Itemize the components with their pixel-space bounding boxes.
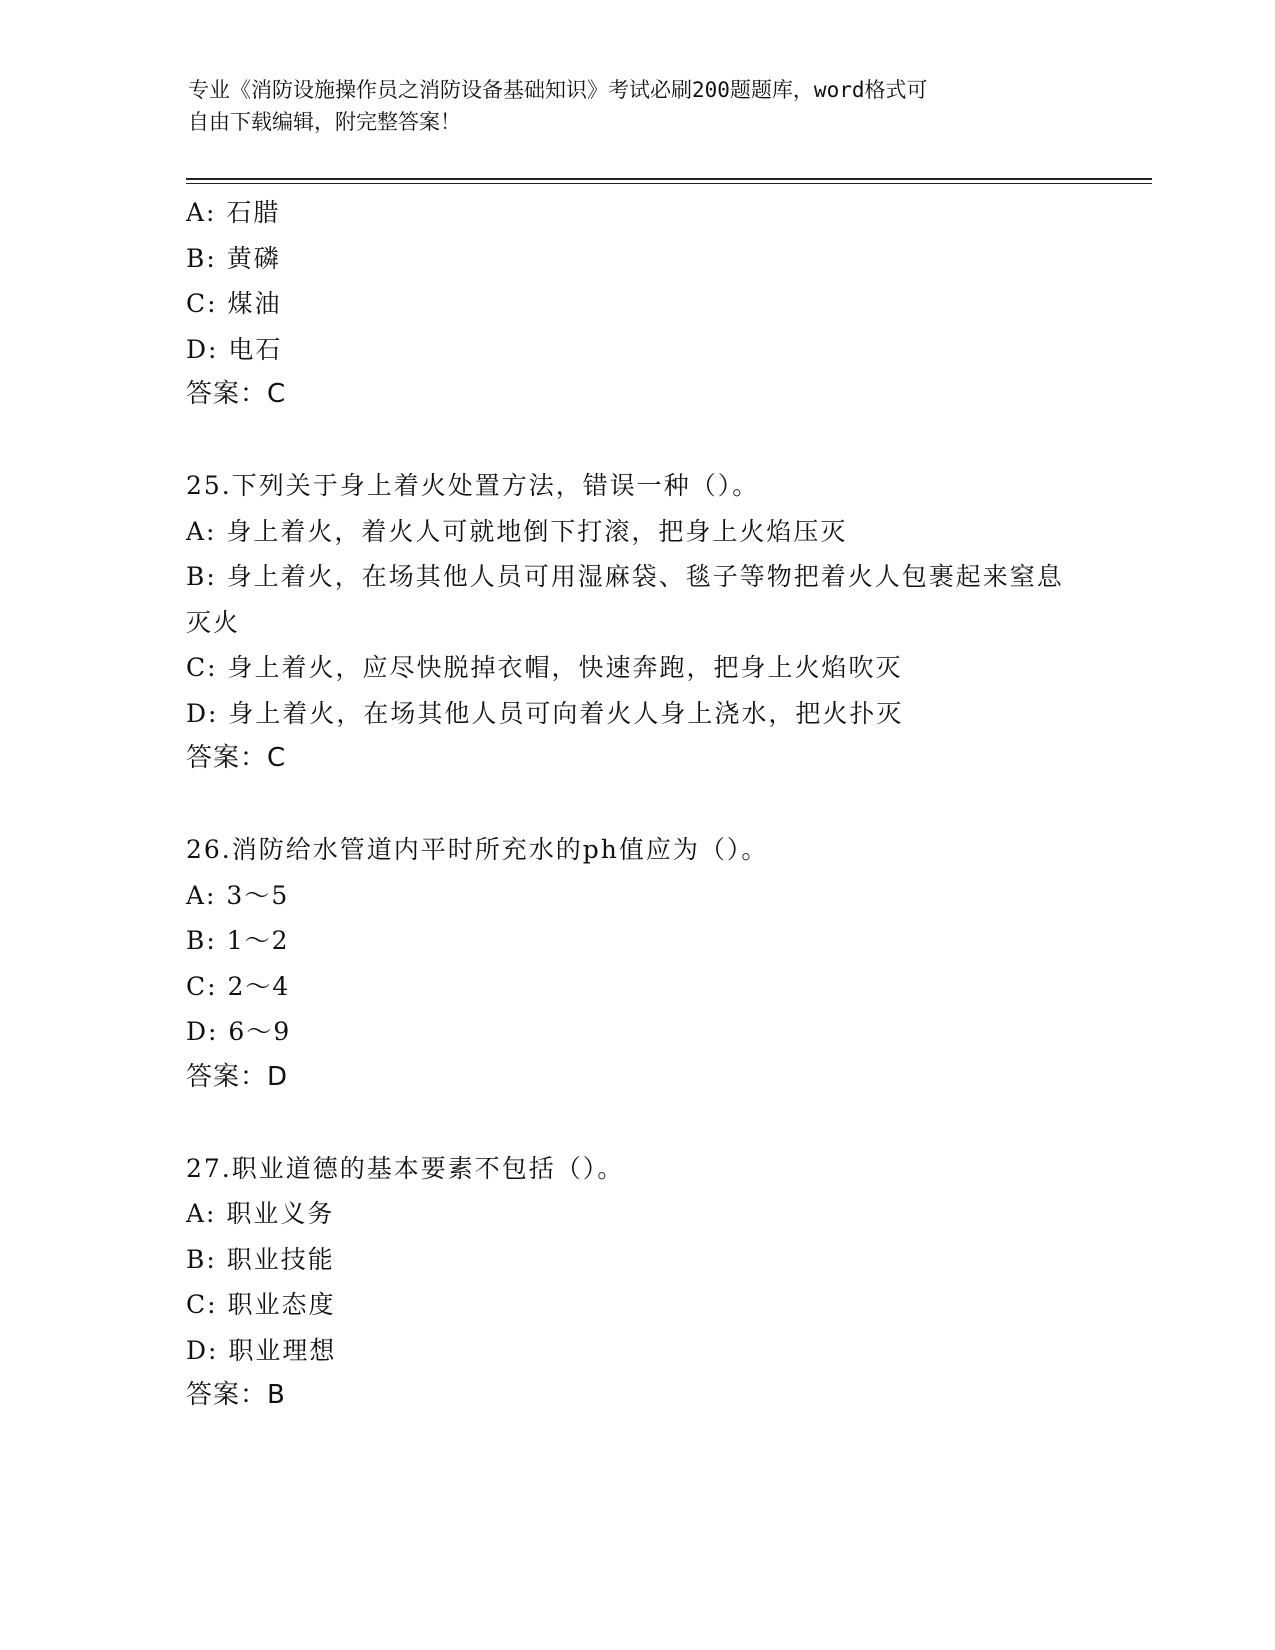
answer-line: 答案：B [186,1380,286,1410]
option-c: C: 2～4 [186,971,291,1001]
question-stem: 27.职业道德的基本要素不包括（）。 [186,1153,625,1183]
answer-line: 答案：D [186,1061,289,1092]
spacer [186,782,1136,828]
header-rule-thin [186,183,1152,184]
question-stem: 26.消防给水管道内平时所充水的ph值应为（）。 [186,835,769,864]
spacer [186,418,1136,464]
header-line-2: 自由下载编辑，附完整答案！ [188,110,461,134]
option-c: C: 煤油 [186,289,282,318]
question-block-26 [186,827,1136,1100]
spacer [186,1100,1136,1146]
option-a: A: 石腊 [186,198,281,227]
option-c: C: 身上着火，应尽快脱掉衣帽，快速奔跑，把身上火焰吹灭 [186,653,903,682]
question-block-27 [186,1146,1136,1419]
option-d: D: 电石 [186,334,283,364]
header-line-1: 专业《消防设施操作员之消防设备基础知识》考试必刷200题题库，word格式可 [188,78,928,102]
answer-line: 答案：C [186,379,287,409]
option-a: A: 身上着火，着火人可就地倒下打滚，把身上火焰压灭 [186,516,848,546]
answer-line: 答案：C [186,743,287,773]
option-d: D: 6～9 [186,1017,292,1046]
option-b: B: 1～2 [186,926,290,955]
question-stem: 25.下列关于身上着火处置方法，错误一种（）。 [186,471,760,500]
option-d: D: 身上着火，在场其他人员可向着火人身上浇水，把火扑灭 [186,698,904,728]
option-a: A: 职业义务 [186,1199,335,1228]
option-b: B: 身上着火，在场其他人员可用湿麻袋、毯子等物把着火人包裹起来窒息灭火 [186,562,1064,637]
header-rule-thick [186,178,1152,180]
option-d: D: 职业理想 [186,1335,337,1365]
option-b: B: 职业技能 [186,1244,335,1274]
option-c: C: 职业态度 [186,1290,336,1319]
question-block-25 [186,463,1136,782]
question-list [186,190,1136,1419]
option-b: B: 黄磷 [186,243,281,273]
option-a: A: 3～5 [186,880,290,910]
question-block-24 [186,190,1136,418]
document-header [188,74,1088,138]
